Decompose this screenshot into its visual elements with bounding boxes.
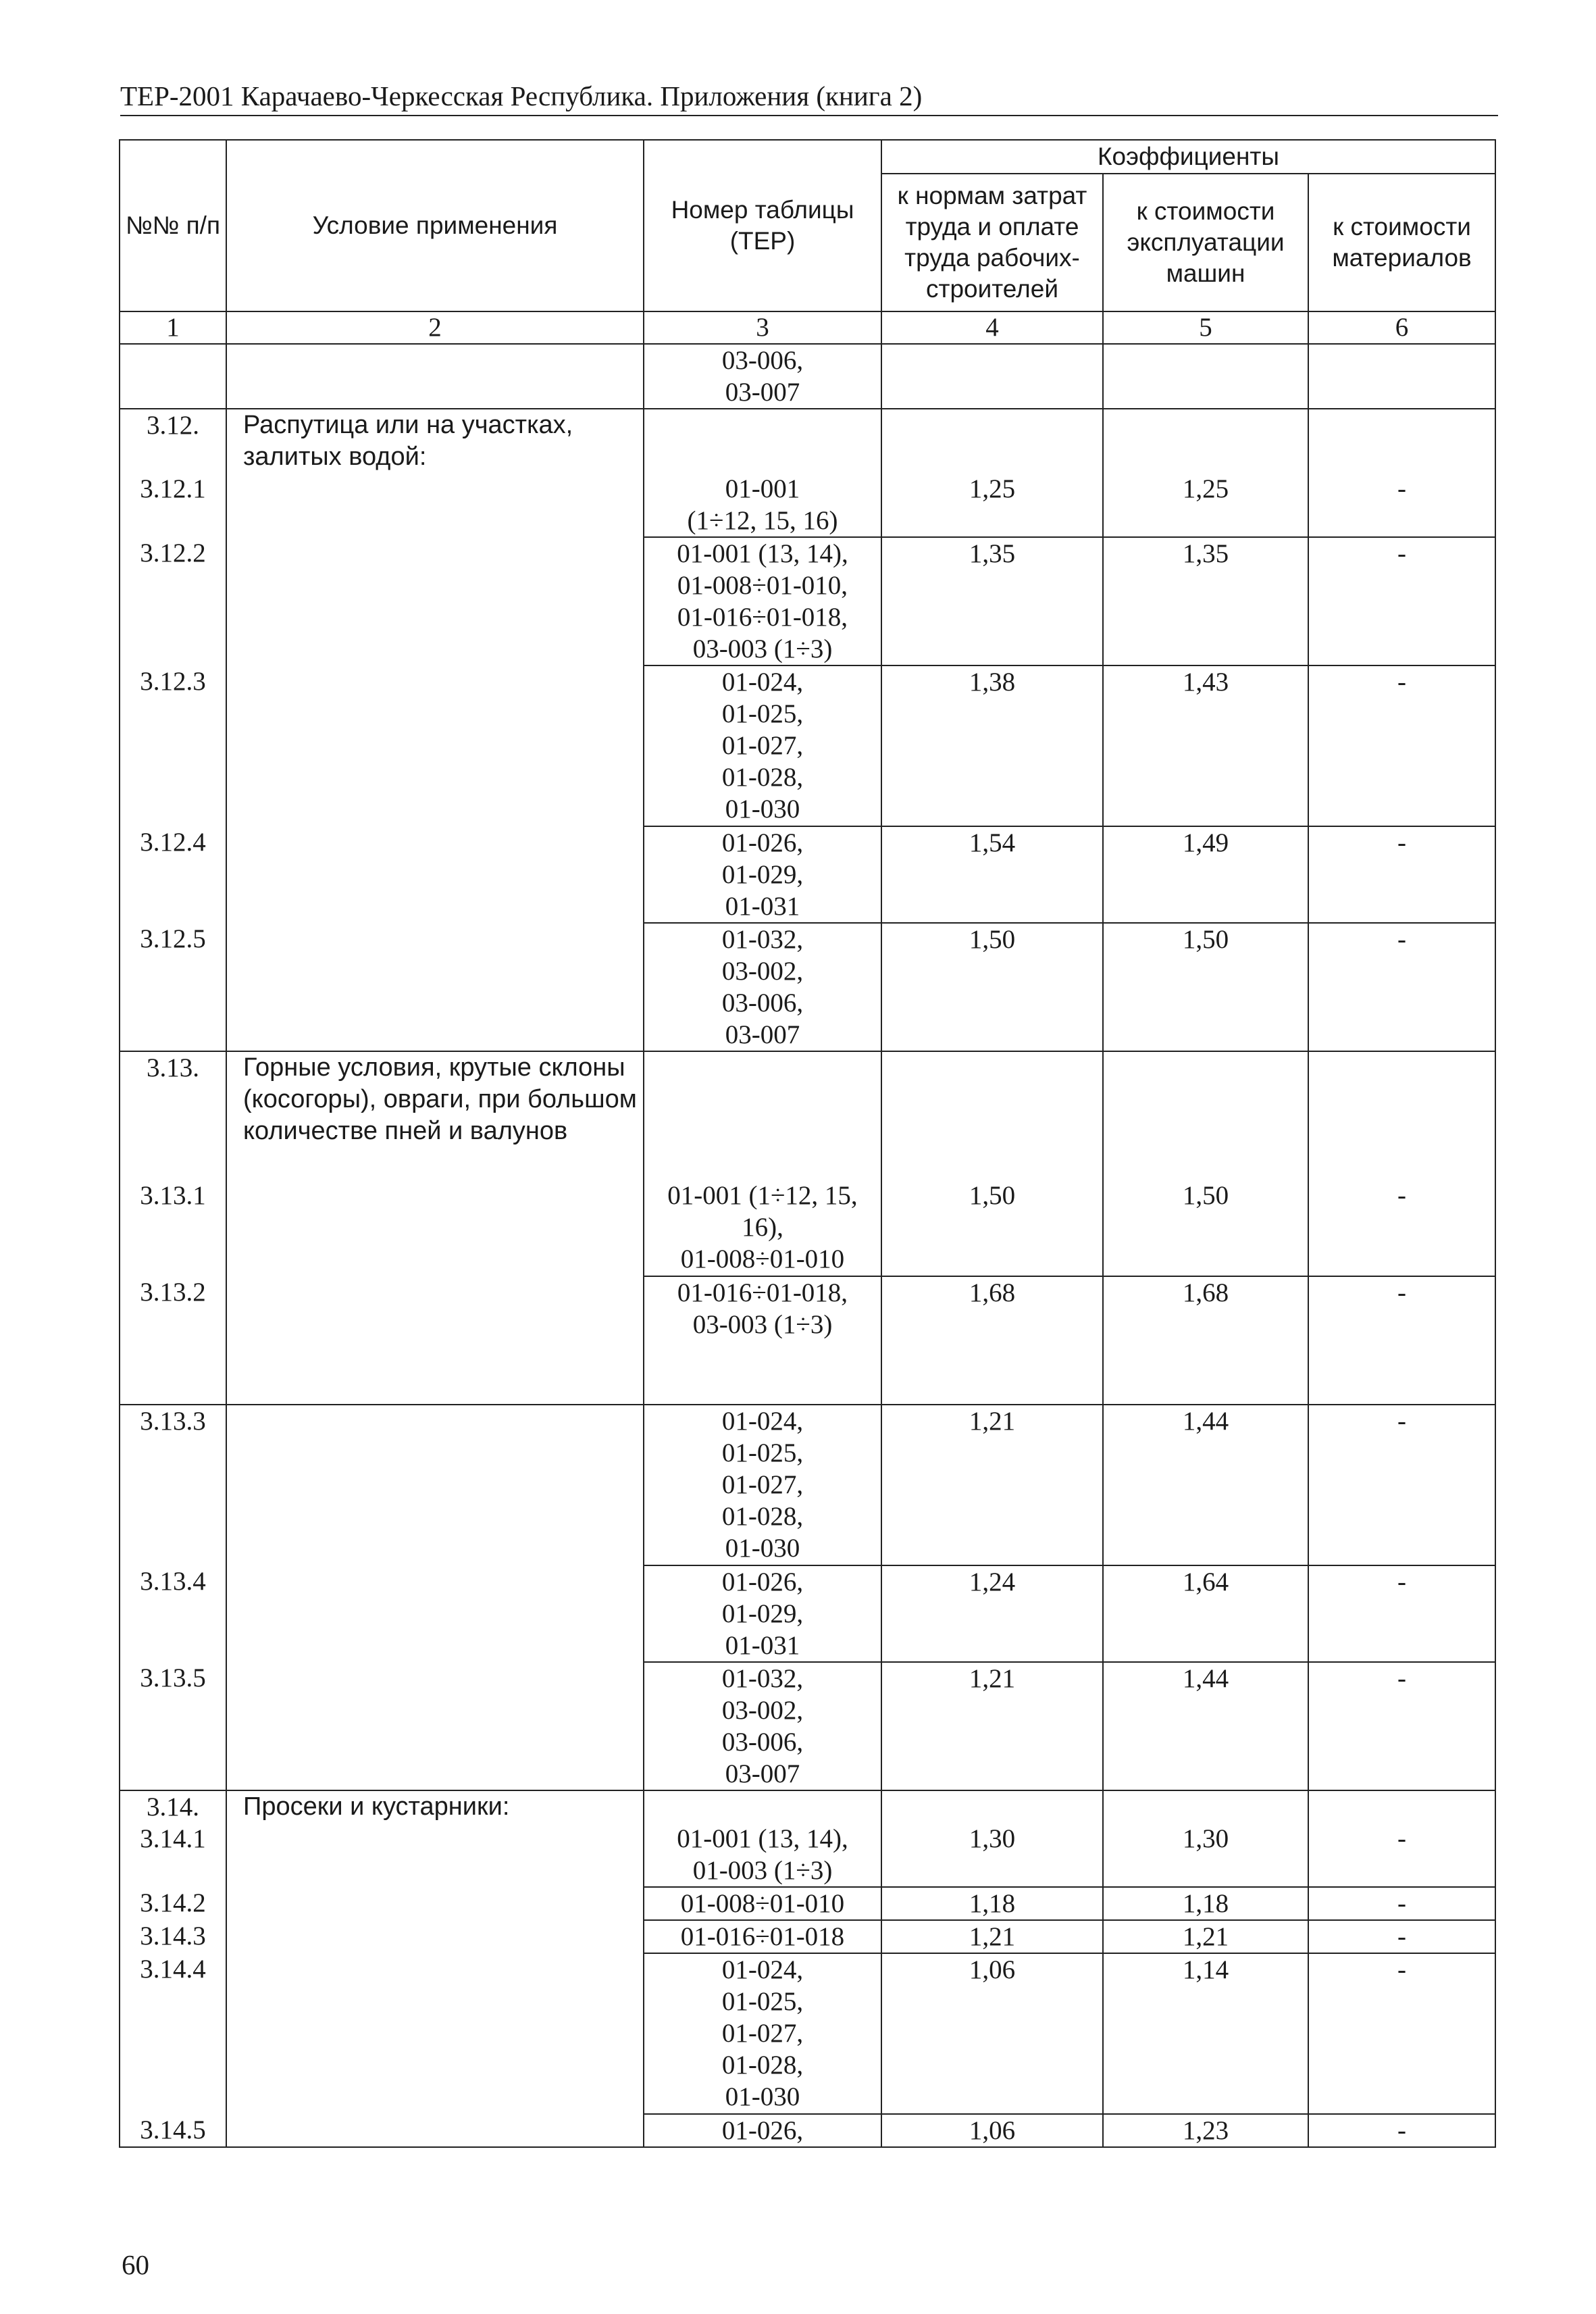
table-number-line: 01-032, [721,1664,804,1693]
table-number-line: 01-030 [725,1534,800,1563]
table-number-line: 01-008÷01-010, [677,571,848,600]
table-number-line: 01-003 (1÷3) [692,1856,833,1885]
table-number-line: (1÷12, 15, 16) [687,506,838,535]
row-materials-coefficient: - [1308,473,1495,537]
row-machines-coefficient: 1,44 [1103,1662,1308,1790]
row-machines-coefficient: 1,14 [1103,1953,1308,2114]
table-row [120,344,1495,409]
header-coefficients: Коэффициенты [881,140,1495,174]
row-number: 3.12.4 [120,826,226,923]
row-condition [226,537,644,665]
row-condition [226,344,644,409]
row-number: 3.14. [120,1790,226,1823]
row-condition [226,1662,644,1790]
row-number: 3.13.1 [120,1180,226,1276]
table-row [120,665,1495,826]
table-number-line: 01-024, [721,668,804,697]
row-machines-coefficient [1103,344,1308,409]
table-number-line: 01-025, [721,1987,804,2016]
table-row [120,1662,1495,1790]
row-labor-coefficient: 1,35 [881,537,1103,665]
row-number: 3.13. [120,1051,226,1180]
row-condition [226,923,644,1051]
row-machines-coefficient: 1,35 [1103,537,1308,665]
row-table-numbers [644,1405,881,1565]
row-table-numbers [644,537,881,665]
row-number [120,344,226,409]
row-machines-coefficient: 1,44 [1103,1405,1308,1565]
row-labor-coefficient: 1,06 [881,1953,1103,2114]
row-condition [226,473,644,537]
row-machines-coefficient [1103,1790,1308,1823]
row-labor-coefficient: 1,06 [881,2114,1103,2147]
table-number-line: 03-006, [721,988,804,1017]
table-number-line: 01-016÷01-018, [677,1278,848,1307]
row-condition [226,1276,644,1405]
row-condition [226,1823,644,1887]
table-number-line: 01-026, [721,1567,804,1596]
row-materials-coefficient [1308,409,1495,473]
row-machines-coefficient: 1,43 [1103,665,1308,826]
table-number-line: 01-001 (13, 14), [677,539,848,568]
table-number-line: 01-027, [721,1470,804,1499]
table-number-line: 01-024, [721,1955,804,1984]
row-materials-coefficient: - [1308,665,1495,826]
table-number-line: 01-026, [721,2116,804,2145]
table-number-line: 03-003 (1÷3) [692,1310,833,1339]
table-row [120,1276,1495,1405]
row-materials-coefficient: - [1308,1823,1495,1887]
row-condition [226,1920,644,1953]
header-materials: к стоимости материалов [1308,174,1495,311]
row-table-numbers [644,1887,881,1920]
table-row [120,826,1495,923]
table-number-line: 03-007 [725,1020,800,1049]
table-number-line: 01-016÷01-018, [677,603,848,632]
row-table-numbers [644,826,881,923]
row-materials-coefficient [1308,344,1495,409]
table-number-line: 01-025, [721,699,804,728]
table-number-line: 01-030 [725,2082,800,2111]
table-number-line: 01-028, [721,1502,804,1531]
row-table-numbers [644,2114,881,2147]
row-machines-coefficient: 1,23 [1103,2114,1308,2147]
row-number: 3.12.1 [120,473,226,537]
row-condition: Просеки и кустарники: [226,1790,644,1823]
table-row [120,1887,1495,1920]
table-row [120,473,1495,537]
table-header [120,140,1495,344]
row-labor-coefficient [881,344,1103,409]
row-table-numbers [644,1276,881,1405]
column-numbers-row [120,311,1495,344]
row-number: 3.13.5 [120,1662,226,1790]
row-labor-coefficient: 1,18 [881,1887,1103,1920]
row-number: 3.12.2 [120,537,226,665]
row-materials-coefficient: - [1308,537,1495,665]
row-labor-coefficient: 1,21 [881,1405,1103,1565]
row-number: 3.12.5 [120,923,226,1051]
row-labor-coefficient: 1,25 [881,473,1103,537]
row-table-numbers [644,1051,881,1180]
row-machines-coefficient: 1,25 [1103,473,1308,537]
table-number-line: 01-001 (1÷12, 15, [667,1181,858,1210]
row-labor-coefficient [881,1790,1103,1823]
table-number-line: 01-001 (13, 14), [677,1824,848,1853]
page-number: 60 [122,2249,149,2280]
header-number: №№ п/п [120,140,226,311]
row-number: 3.14.2 [120,1887,226,1920]
row-table-numbers [644,1565,881,1662]
row-labor-coefficient: 1,24 [881,1565,1103,1662]
table-row [120,1405,1495,1565]
row-number: 3.14.5 [120,2114,226,2147]
row-machines-coefficient: 1,18 [1103,1887,1308,1920]
table-number-line: 01-008÷01-010 [680,1889,845,1918]
column-number: 3 [644,311,881,344]
table-row [120,1823,1495,1887]
row-condition: Горные условия, крутые склоны (косогоры), овраги, при большом количестве пней и валунов [226,1051,644,1180]
row-materials-coefficient: - [1308,1180,1495,1276]
column-number: 1 [120,311,226,344]
row-machines-coefficient: 1,21 [1103,1920,1308,1953]
row-condition [226,1887,644,1920]
table-number-line: 01-029, [721,1599,804,1628]
table-number-line: 01-029, [721,860,804,889]
table-number-line: 01-026, [721,828,804,857]
table-number-line: 01-028, [721,763,804,792]
table-body [120,344,1495,2147]
row-labor-coefficient: 1,21 [881,1920,1103,1953]
row-machines-coefficient: 1,50 [1103,1180,1308,1276]
page-header: ТЕР-2001 Карачаево-Черкесская Республика. Приложения (книга 2) [120,80,923,111]
table-number-line: 01-030 [725,795,800,824]
header-machines: к стоимости эксплуатации машин [1103,174,1308,311]
row-labor-coefficient: 1,68 [881,1276,1103,1405]
row-materials-coefficient [1308,1051,1495,1180]
row-materials-coefficient: - [1308,1276,1495,1405]
table-number-line: 03-006, [721,1728,804,1757]
table-number-line: 01-008÷01-010 [680,1244,845,1274]
header-condition: Условие применения [226,140,644,311]
header-rule [120,115,1498,116]
table-row [120,1180,1495,1276]
row-table-numbers [644,923,881,1051]
header-labor: к нормам затрат труда и оплате труда рабочих-строителей [881,174,1103,311]
table-row [120,537,1495,665]
row-labor-coefficient: 1,50 [881,1180,1103,1276]
row-condition [226,2114,644,2147]
row-number: 3.12. [120,409,226,473]
row-condition [226,826,644,923]
row-condition [226,1405,644,1565]
row-number: 3.14.4 [120,1953,226,2114]
row-materials-coefficient: - [1308,1405,1495,1565]
table-number-line: 01-016÷01-018 [680,1922,845,1951]
row-table-numbers [644,1180,881,1276]
row-number: 3.13.3 [120,1405,226,1565]
row-materials-coefficient: - [1308,1662,1495,1790]
table-number-line: 03-007 [725,378,800,407]
row-condition [226,1565,644,1662]
row-machines-coefficient: 1,50 [1103,923,1308,1051]
row-condition [226,1180,644,1276]
row-machines-coefficient [1103,1051,1308,1180]
row-table-numbers [644,1790,881,1823]
table-row [120,2114,1495,2147]
row-labor-coefficient: 1,30 [881,1823,1103,1887]
row-labor-coefficient: 1,50 [881,923,1103,1051]
column-number: 4 [881,311,1103,344]
row-labor-coefficient: 1,38 [881,665,1103,826]
table-number-line: 01-001 [725,474,800,503]
row-labor-coefficient [881,409,1103,473]
row-number: 3.14.3 [120,1920,226,1953]
table-number-line: 03-002, [721,957,804,986]
row-table-numbers [644,1662,881,1790]
row-number: 3.13.2 [120,1276,226,1405]
table-row [120,1953,1495,2114]
table-number-line: 01-027, [721,731,804,760]
table-row [120,409,1495,473]
table-row [120,1565,1495,1662]
row-condition [226,665,644,826]
table-number-line: 01-031 [725,1631,800,1660]
row-machines-coefficient: 1,49 [1103,826,1308,923]
row-table-numbers [644,1920,881,1953]
row-machines-coefficient [1103,409,1308,473]
column-number: 6 [1308,311,1495,344]
row-condition: Распутица или на участках, залитых водой: [226,409,644,473]
row-table-numbers [644,1953,881,2114]
row-labor-coefficient: 1,21 [881,1662,1103,1790]
row-materials-coefficient: - [1308,826,1495,923]
header-table-no: Номер таблицы (ТЕР) [644,140,881,311]
table-number-line: 16), [742,1213,783,1242]
row-labor-coefficient [881,1051,1103,1180]
table-number-line: 03-003 (1÷3) [692,634,833,663]
row-table-numbers [644,409,881,473]
table-number-line: 01-024, [721,1407,804,1436]
table-number-line: 01-032, [721,925,804,954]
row-table-numbers [644,1823,881,1887]
row-materials-coefficient: - [1308,1565,1495,1662]
column-number: 5 [1103,311,1308,344]
row-machines-coefficient: 1,30 [1103,1823,1308,1887]
table-row [120,1920,1495,1953]
table-number-line: 03-006, [721,346,804,375]
table-number-line: 01-025, [721,1438,804,1467]
row-condition [226,1953,644,2114]
table-number-line: 01-028, [721,2051,804,2080]
column-number: 2 [226,311,644,344]
table-number-line: 01-031 [725,892,800,921]
row-table-numbers [644,344,881,409]
row-materials-coefficient: - [1308,1887,1495,1920]
row-number: 3.14.1 [120,1823,226,1887]
row-labor-coefficient: 1,54 [881,826,1103,923]
table-number-line: 03-007 [725,1759,800,1788]
row-machines-coefficient: 1,64 [1103,1565,1308,1662]
row-table-numbers [644,473,881,537]
row-materials-coefficient: - [1308,2114,1495,2147]
table-number-line: 01-027, [721,2019,804,2048]
table-number-line: 03-002, [721,1696,804,1725]
row-number: 3.13.4 [120,1565,226,1662]
row-materials-coefficient: - [1308,923,1495,1051]
table-row [120,1051,1495,1180]
row-materials-coefficient: - [1308,1953,1495,2114]
row-materials-coefficient [1308,1790,1495,1823]
row-machines-coefficient: 1,68 [1103,1276,1308,1405]
row-table-numbers [644,665,881,826]
coefficients-table [119,139,1496,2148]
row-number: 3.12.3 [120,665,226,826]
row-materials-coefficient: - [1308,1920,1495,1953]
table-row [120,923,1495,1051]
table-row [120,1790,1495,1823]
